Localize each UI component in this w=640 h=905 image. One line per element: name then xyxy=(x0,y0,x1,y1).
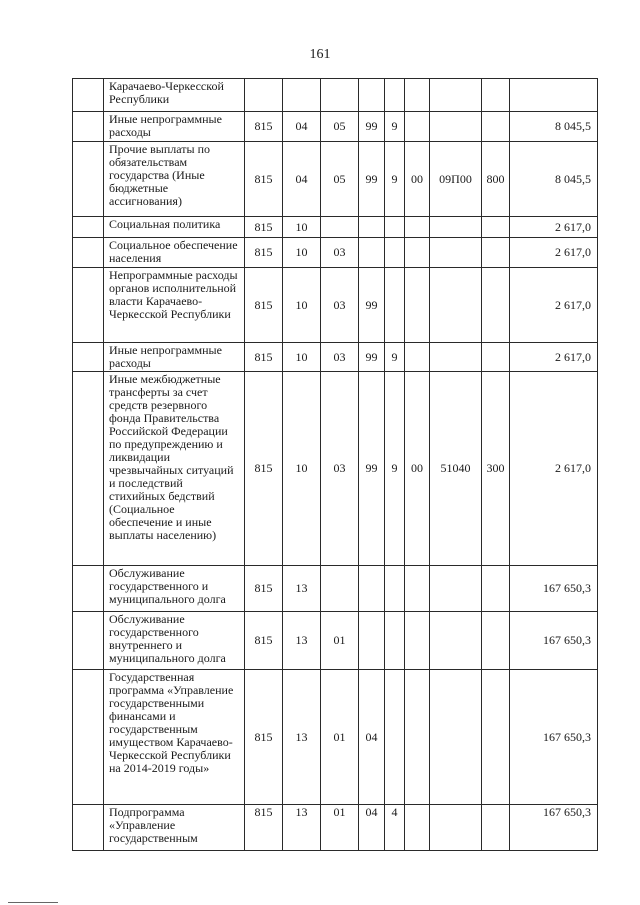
ministry-code-cell: 815 xyxy=(245,805,283,851)
program-code-cell xyxy=(359,612,385,670)
direction-code-cell xyxy=(405,566,430,612)
article-code-cell xyxy=(430,79,482,112)
article-code-cell xyxy=(430,112,482,142)
row-index-cell xyxy=(73,612,104,670)
subsection-code-cell: 03 xyxy=(321,372,359,566)
subsection-code-cell: 03 xyxy=(321,343,359,372)
expense-type-cell xyxy=(482,566,510,612)
expense-name-cell: Социальная политика xyxy=(104,217,245,238)
expense-name-cell: Подпрограмма «Управление государственным xyxy=(104,805,245,851)
section-code-cell: 10 xyxy=(283,372,321,566)
direction-code-cell xyxy=(405,79,430,112)
section-code-cell: 04 xyxy=(283,112,321,142)
amount-cell: 2 617,0 xyxy=(510,268,598,343)
subsection-code-cell: 03 xyxy=(321,268,359,343)
direction-code-cell xyxy=(405,612,430,670)
row-index-cell xyxy=(73,343,104,372)
expense-type-cell xyxy=(482,612,510,670)
direction-code-cell xyxy=(405,805,430,851)
row-index-cell xyxy=(73,217,104,238)
expense-type-cell xyxy=(482,343,510,372)
table-row xyxy=(73,112,598,142)
expense-type-cell xyxy=(482,268,510,343)
direction-code-cell xyxy=(405,670,430,805)
subprogram-code-cell xyxy=(385,217,405,238)
program-code-cell: 99 xyxy=(359,112,385,142)
budget-rows xyxy=(73,79,598,851)
article-code-cell xyxy=(430,268,482,343)
amount-cell: 167 650,3 xyxy=(510,670,598,805)
ministry-code-cell: 815 xyxy=(245,112,283,142)
amount-cell: 2 617,0 xyxy=(510,372,598,566)
row-index-cell xyxy=(73,566,104,612)
ministry-code-cell: 815 xyxy=(245,142,283,217)
expense-name-cell: Непрограммные расходы органов исполнительной власти Карачаево-Черкесской Республики xyxy=(104,268,245,343)
subsection-code-cell: 01 xyxy=(321,805,359,851)
margin-scan-mark xyxy=(8,902,58,903)
expense-type-cell: 800 xyxy=(482,142,510,217)
program-code-cell xyxy=(359,217,385,238)
expense-type-cell xyxy=(482,217,510,238)
subprogram-code-cell: 9 xyxy=(385,343,405,372)
section-code-cell xyxy=(283,79,321,112)
direction-code-cell xyxy=(405,238,430,268)
subprogram-code-cell xyxy=(385,238,405,268)
subprogram-code-cell: 9 xyxy=(385,112,405,142)
article-code-cell xyxy=(430,566,482,612)
table-row xyxy=(73,343,598,372)
program-code-cell xyxy=(359,566,385,612)
program-code-cell: 04 xyxy=(359,670,385,805)
ministry-code-cell: 815 xyxy=(245,343,283,372)
subprogram-code-cell: 9 xyxy=(385,372,405,566)
expense-name-cell: Иные непрограммные расходы xyxy=(104,343,245,372)
row-index-cell xyxy=(73,142,104,217)
direction-code-cell xyxy=(405,268,430,343)
amount-cell: 2 617,0 xyxy=(510,217,598,238)
expense-name-cell: Обслуживание государственного внутреннего и муниципального долга xyxy=(104,612,245,670)
ministry-code-cell: 815 xyxy=(245,670,283,805)
expense-name-cell: Прочие выплаты по обязательствам государства (Иные бюджетные ассигнования) xyxy=(104,142,245,217)
amount-cell: 167 650,3 xyxy=(510,612,598,670)
budget-table xyxy=(72,78,598,851)
expense-type-cell xyxy=(482,79,510,112)
section-code-cell: 10 xyxy=(283,343,321,372)
subprogram-code-cell xyxy=(385,670,405,805)
subsection-code-cell: 05 xyxy=(321,142,359,217)
section-code-cell: 13 xyxy=(283,566,321,612)
article-code-cell xyxy=(430,343,482,372)
expense-name-cell: Социальное обеспечение населения xyxy=(104,238,245,268)
table-row xyxy=(73,670,598,805)
ministry-code-cell: 815 xyxy=(245,372,283,566)
amount-cell xyxy=(510,79,598,112)
table-row xyxy=(73,805,598,851)
table-row xyxy=(73,217,598,238)
row-index-cell xyxy=(73,372,104,566)
direction-code-cell: 00 xyxy=(405,142,430,217)
subsection-code-cell: 05 xyxy=(321,112,359,142)
amount-cell: 167 650,3 xyxy=(510,805,598,851)
expense-type-cell xyxy=(482,670,510,805)
row-index-cell xyxy=(73,238,104,268)
subsection-code-cell: 03 xyxy=(321,238,359,268)
expense-type-cell xyxy=(482,238,510,268)
expense-type-cell xyxy=(482,805,510,851)
subsection-code-cell xyxy=(321,79,359,112)
program-code-cell: 99 xyxy=(359,268,385,343)
section-code-cell: 13 xyxy=(283,670,321,805)
ministry-code-cell xyxy=(245,79,283,112)
program-code-cell: 99 xyxy=(359,343,385,372)
table-row xyxy=(73,612,598,670)
article-code-cell xyxy=(430,238,482,268)
article-code-cell: 09П00 xyxy=(430,142,482,217)
row-index-cell xyxy=(73,268,104,343)
section-code-cell: 10 xyxy=(283,217,321,238)
row-index-cell xyxy=(73,670,104,805)
table-row xyxy=(73,268,598,343)
article-code-cell xyxy=(430,217,482,238)
subsection-code-cell xyxy=(321,566,359,612)
amount-cell: 2 617,0 xyxy=(510,343,598,372)
direction-code-cell: 00 xyxy=(405,372,430,566)
expense-name-cell: Карачаево-Черкесской Республики xyxy=(104,79,245,112)
direction-code-cell xyxy=(405,343,430,372)
ministry-code-cell: 815 xyxy=(245,612,283,670)
section-code-cell: 13 xyxy=(283,805,321,851)
ministry-code-cell: 815 xyxy=(245,238,283,268)
subprogram-code-cell xyxy=(385,79,405,112)
program-code-cell: 04 xyxy=(359,805,385,851)
subsection-code-cell: 01 xyxy=(321,612,359,670)
section-code-cell: 10 xyxy=(283,268,321,343)
subprogram-code-cell xyxy=(385,566,405,612)
expense-name-cell: Иные непрограммные расходы xyxy=(104,112,245,142)
amount-cell: 8 045,5 xyxy=(510,112,598,142)
subprogram-code-cell: 9 xyxy=(385,142,405,217)
expense-name-cell: Иные межбюджетные трансферты за счет средств резервного фонда Правительства Российской Федерации по предупреждению и ликвидации чрезвычайных ситуаций и последствий стихийных бедствий (Социальное обеспечение и иные выплаты населению) xyxy=(104,372,245,566)
section-code-cell: 04 xyxy=(283,142,321,217)
section-code-cell: 13 xyxy=(283,612,321,670)
page-number: 161 xyxy=(309,47,331,62)
section-code-cell: 10 xyxy=(283,238,321,268)
article-code-cell xyxy=(430,612,482,670)
amount-cell: 167 650,3 xyxy=(510,566,598,612)
program-code-cell xyxy=(359,79,385,112)
article-code-cell xyxy=(430,670,482,805)
direction-code-cell xyxy=(405,112,430,142)
subprogram-code-cell: 4 xyxy=(385,805,405,851)
subsection-code-cell xyxy=(321,217,359,238)
subprogram-code-cell xyxy=(385,612,405,670)
subsection-code-cell: 01 xyxy=(321,670,359,805)
direction-code-cell xyxy=(405,217,430,238)
program-code-cell: 99 xyxy=(359,372,385,566)
ministry-code-cell: 815 xyxy=(245,268,283,343)
expense-type-cell xyxy=(482,112,510,142)
amount-cell: 2 617,0 xyxy=(510,238,598,268)
program-code-cell xyxy=(359,238,385,268)
ministry-code-cell: 815 xyxy=(245,217,283,238)
subprogram-code-cell xyxy=(385,268,405,343)
table-row xyxy=(73,79,598,112)
row-index-cell xyxy=(73,805,104,851)
article-code-cell: 51040 xyxy=(430,372,482,566)
article-code-cell xyxy=(430,805,482,851)
table-row xyxy=(73,142,598,217)
amount-cell: 8 045,5 xyxy=(510,142,598,217)
expense-type-cell: 300 xyxy=(482,372,510,566)
expense-name-cell: Обслуживание государственного и муниципального долга xyxy=(104,566,245,612)
row-index-cell xyxy=(73,112,104,142)
table-row xyxy=(73,372,598,566)
expense-name-cell: Государственная программа «Управление государственными финансами и государственным имуществом Карачаево-Черкесской Республики на 2014-2019 годы» xyxy=(104,670,245,805)
table-row xyxy=(73,566,598,612)
row-index-cell xyxy=(73,79,104,112)
ministry-code-cell: 815 xyxy=(245,566,283,612)
program-code-cell: 99 xyxy=(359,142,385,217)
table-row xyxy=(73,238,598,268)
